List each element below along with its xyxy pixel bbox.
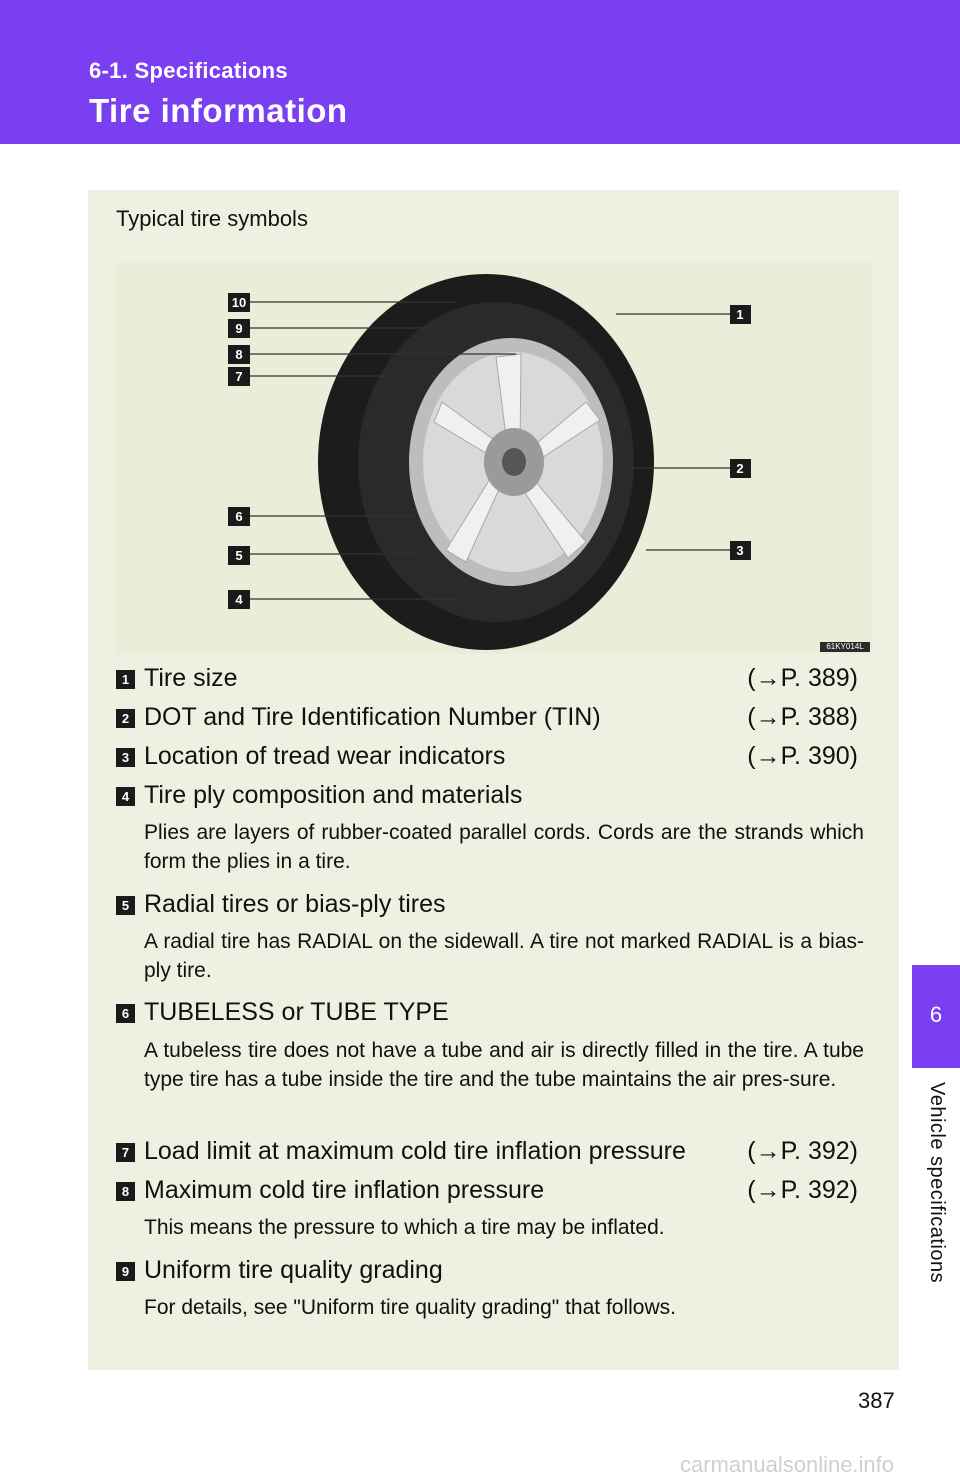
item-number: 3 bbox=[116, 748, 135, 767]
svg-text:4: 4 bbox=[235, 592, 243, 607]
item-description: For details, see "Uniform tire quality grading" that follows. bbox=[144, 1296, 676, 1319]
item-number: 9 bbox=[116, 1262, 135, 1281]
item-label: Location of tread wear indicators bbox=[144, 742, 506, 770]
panel-heading: Typical tire symbols bbox=[116, 206, 308, 231]
item-description: A tubeless tire does not have a tube and air is directly filled in the tire. A tube type tire has a tube inside the tire and the tube maintains the air pres-sure. bbox=[144, 1039, 864, 1091]
svg-text:2: 2 bbox=[736, 461, 744, 476]
page-reference-link[interactable]: (→P. 388) bbox=[747, 703, 858, 731]
hub-center bbox=[502, 448, 526, 476]
svg-text:8: 8 bbox=[235, 347, 243, 362]
page-reference-link[interactable]: (→P. 389) bbox=[747, 664, 858, 692]
svg-text:7: 7 bbox=[235, 369, 243, 384]
page-number: 387 bbox=[858, 1388, 895, 1413]
item-label: Maximum cold tire inflation pressure bbox=[144, 1176, 545, 1204]
chapter-label: Vehicle specifications bbox=[926, 1082, 948, 1284]
chapter-header bbox=[0, 0, 960, 144]
page-reference-link[interactable]: (→P. 392) bbox=[747, 1176, 858, 1204]
watermark: carmanualsonline.info bbox=[680, 1452, 895, 1477]
item-label: Tire ply composition and materials bbox=[144, 781, 523, 809]
item-number: 8 bbox=[116, 1182, 135, 1201]
svg-text:6: 6 bbox=[235, 509, 243, 524]
page-reference-link[interactable]: (→P. 390) bbox=[747, 742, 858, 770]
section-title: 6-1. Specifications bbox=[89, 58, 288, 83]
svg-text:1: 1 bbox=[736, 307, 744, 322]
item-label: Tire size bbox=[144, 664, 238, 692]
item-label: DOT and Tire Identification Number (TIN) bbox=[144, 703, 601, 731]
item-number: 7 bbox=[116, 1143, 135, 1162]
svg-text:9: 9 bbox=[235, 321, 243, 336]
item-number: 6 bbox=[116, 1004, 135, 1023]
item-number: 1 bbox=[116, 670, 135, 689]
svg-text:10: 10 bbox=[231, 295, 247, 310]
svg-text:5: 5 bbox=[235, 548, 243, 563]
figure-code: 61KY014L bbox=[820, 642, 870, 652]
item-number: 5 bbox=[116, 896, 135, 915]
item-label: TUBELESS or TUBE TYPE bbox=[144, 998, 449, 1026]
item-number: 4 bbox=[116, 787, 135, 806]
item-label: Radial tires or bias-ply tires bbox=[144, 890, 446, 918]
item-label: Uniform tire quality grading bbox=[144, 1256, 443, 1284]
page-title: Tire information bbox=[89, 92, 348, 129]
svg-text:3: 3 bbox=[736, 543, 744, 558]
item-description: Plies are layers of rubber-coated parallel cords. Cords are the strands which form the plies in a tire. bbox=[144, 821, 864, 873]
item-label: Load limit at maximum cold tire inflation pressure bbox=[144, 1137, 686, 1165]
item-number: 2 bbox=[116, 709, 135, 728]
tire-illustration bbox=[116, 262, 872, 654]
item-description: This means the pressure to which a tire may be inflated. bbox=[144, 1216, 665, 1239]
chapter-tab[interactable]: 6 bbox=[912, 965, 960, 1068]
item-description: A radial tire has RADIAL on the sidewall. A tire not marked RADIAL is a bias-ply tire. bbox=[144, 930, 864, 982]
page-reference-link[interactable]: (→P. 392) bbox=[747, 1137, 858, 1165]
tire-drawing bbox=[116, 262, 872, 654]
